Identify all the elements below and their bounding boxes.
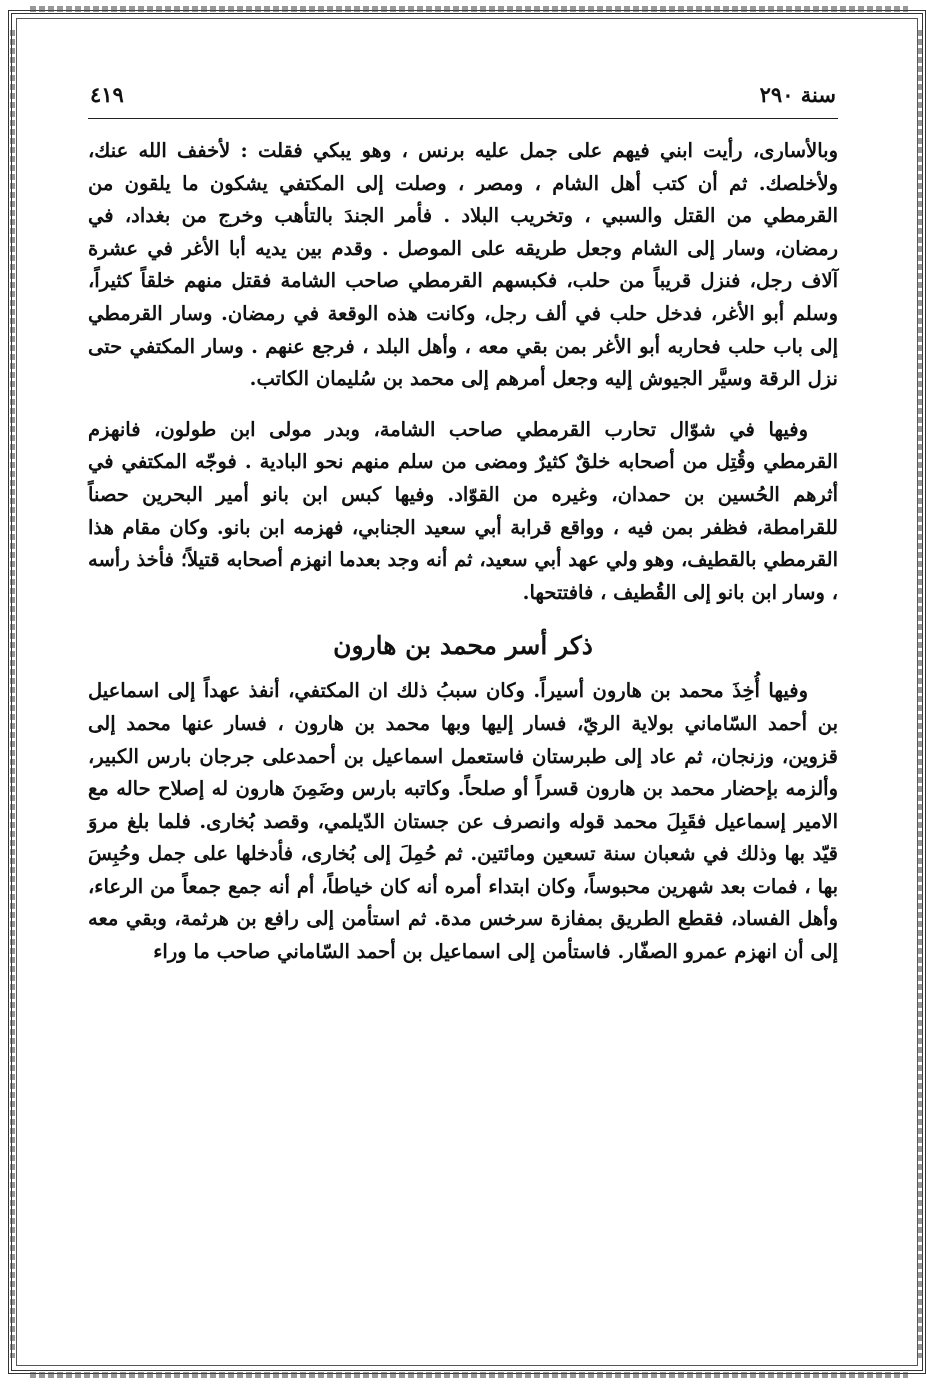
border-chain-left — [10, 30, 15, 1358]
running-header — [88, 82, 838, 119]
page-body — [88, 82, 838, 969]
page-number: ٤١٩ — [90, 82, 124, 107]
section-heading: ذكر أسر محمد بن هارون — [333, 631, 593, 661]
border-chain-right — [918, 30, 923, 1358]
paragraph-2: وفيها في شوّال تحارب القرمطي صاحب الشامة، وبدر مولى ابن طولون، فانهزم القرمطي وقُتِل من أصحابه خلقٌ كثيرٌ ومضى من سلم منهم نحو البادية . فوجّه المكتفي في أثرهم الحُسين بن حمدان، وغيره من القوّاد. وفيها كبس ابن بانو أمير البحرين حصناً للقرامطة، فظفر بمن فيه ، وواقع قرابة أبي سعيد الجنابي، فهزمه ابن بانو. وكان مقام هذا القرمطي بالقطيف، وهو ولي عهد أبي سعيد، ثم أنه وجد بعدما انهزم أصحابه قتيلاً؛ فأخذ رأسه ، وسار ابن بانو إلى القُطيف ، فافتتحها. — [88, 417, 838, 604]
running-header-year: سنة ٢٩٠ — [759, 82, 836, 107]
border-chain-bottom — [30, 1372, 908, 1378]
section-paragraph: وفيها أُخِذَ محمد بن هارون أسيراً. وكان سببُ ذلك ان المكتفي، أنفذ عهداً إلى اسماعيل بن أحمد السّاماني بولاية الريّ، فسار إليها وبها محمد بن هارون ، فسار عنها محمد إلى قزوين، وزنجان، ثم عاد إلى طبرستان فاستعمل اسماعيل بن أحمدعلى جرجان بارس الكبير، وألزمه بإحضار محمد بن هارون قسراً أو صلحاً. وكاتبه بارس وضَمِنَ هارون له إصلاح حاله مع الامير إسماعيل فقَبِلَ محمد قوله وانصرف عن جستان الدّيلمي، وقصد بُخارى. فلما بلغ مروَ قيّد بها وذلك في شعبان سنة تسعين ومائتين. ثم حُمِلَ إلى بُخارى، فأدخلها على جمل وحُبِسَ بها ، فمات بعد شهرين محبوساً، وكان ابتداء أمره أنه كان خياطاً، أم أنه جمع جمعاً من الرعاء، وأهل الفساد، فقطع الطريق بمفازة سرخس مدة. ثم استأمن إلى رافع بن هرثمة، وبقي معه إلى أن انهزم عمرو الصفّار. فاستأمن إلى اسماعيل بن أحمد السّاماني صاحب ما وراء — [88, 679, 838, 964]
border-chain-top — [30, 6, 908, 12]
paragraph-1: وبالأسارى، رأيت ابني فيهم على جمل عليه برنس ، وهو يبكي فقلت : لأخفف الله عنك، ولأخلصك. ثم أن كتب أهل الشام ، ومصر ، وصلت إلى المكتفي يشكون ما يلقون من القرمطي من القتل والسبي ، وتخريب البلاد . فأمر الجندَ بالتأهب وخرج من بغداد، في رمضان، وسار إلى الشام وجعل طريقه على الموصل . وقدم بين يديه أبا الأغر في عشرة آلاف رجل، فنزل قريباً من حلب، فكبسهم القرمطي صاحب الشامة فقتل منهم خلقاً كثيراً، وسلم أبو الأغر، فدخل حلب في ألف رجل، وكانت هذه الوقعة في رمضان. وسار القرمطي إلى باب حلب فحاربه أبو الأغر بمن بقي معه ، وأهل البلد ، فرجع عنهم . وسار المكتفي حتى نزل الرقة وسيَّر الجيوش إليه وجعل أمرهم إلى محمد بن سُليمان الكاتب. — [88, 139, 838, 391]
